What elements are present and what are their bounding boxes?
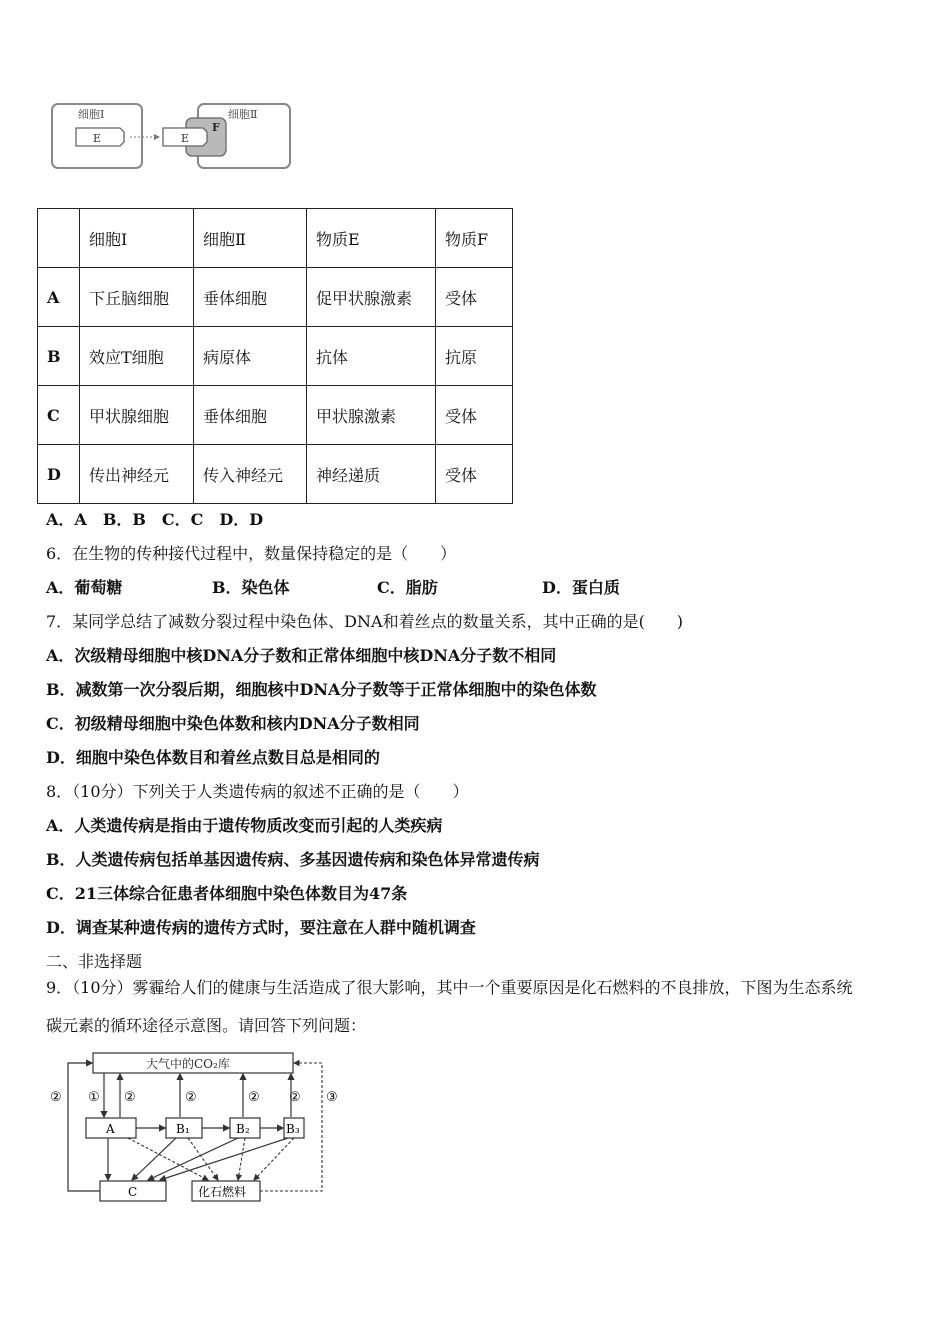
table-row [38, 386, 513, 445]
q7-option-b: B．减数第一次分裂后期，细胞核中DNA分子数等于正常体细胞中的染色体数 [46, 680, 597, 699]
table-cell: 下丘脑细胞 [80, 268, 194, 327]
table-cell: A [38, 268, 80, 327]
table-row [38, 327, 513, 386]
table-cell: 受体 [436, 268, 513, 327]
q8-option-d: D．调查某种遗传病的遗传方式时，要注意在人群中随机调查 [46, 918, 476, 937]
node-b3-label: B₃ [286, 1122, 300, 1136]
arrow-b3-to-fossil [254, 1138, 294, 1180]
mark-2-b2: ② [248, 1090, 260, 1105]
mark-3: ③ [326, 1090, 338, 1105]
table-cell: 垂体细胞 [194, 386, 307, 445]
mark-2-a: ② [124, 1090, 136, 1105]
mark-2-b3: ② [289, 1090, 301, 1105]
q9-line-1: 9．（10分）雾霾给人们的健康与生活造成了很大影响，其中一个重要原因是化石燃料的不良排放，下图为生态系统 [46, 978, 853, 997]
table-cell [38, 209, 80, 268]
table-cell: 受体 [436, 386, 513, 445]
table-cell: 神经递质 [307, 445, 436, 504]
q5-options: A．A B．B C．C D．D [46, 510, 264, 529]
table-cell: 病原体 [194, 327, 307, 386]
substance-e-label-1: E [93, 132, 102, 145]
table-cell: 抗体 [307, 327, 436, 386]
cell-signal-diagram [48, 100, 294, 172]
cell-1-label: 细胞Ⅰ [78, 108, 105, 121]
node-b1-label: B₁ [176, 1122, 190, 1136]
cell-2-label: 细胞Ⅱ [228, 108, 258, 121]
q8-option-a: A．人类遗传病是指由于遗传物质改变而引起的人类疾病 [46, 816, 443, 835]
section-2-title: 二、非选择题 [46, 952, 143, 971]
mark-1: ① [88, 1090, 100, 1105]
table-cell: D [38, 445, 80, 504]
carbon-cycle-diagram [48, 1048, 348, 1208]
arrow-a-to-fossil [128, 1138, 208, 1180]
q8-option-b: B．人类遗传病包括单基因遗传病、多基因遗传病和染色体异常遗传病 [46, 850, 540, 869]
table-row [38, 445, 513, 504]
q7-option-d: D．细胞中染色体数目和着丝点数目总是相同的 [46, 748, 380, 767]
substance-f-label: F [212, 121, 220, 134]
node-c-label: C [128, 1185, 138, 1199]
q6-option-a: A．葡萄糖 [46, 578, 123, 597]
table-header-cell: 物质F [436, 209, 513, 268]
table-cell: 甲状腺激素 [307, 386, 436, 445]
node-a-label: A [106, 1122, 115, 1136]
table-header-row [38, 209, 513, 268]
table-cell: 传出神经元 [80, 445, 194, 504]
atmosphere-label: 大气中的CO₂库 [146, 1057, 230, 1071]
node-b2-label: B₂ [236, 1122, 250, 1136]
table-cell: 效应T细胞 [80, 327, 194, 386]
table-header-cell: 细胞Ⅰ [80, 209, 194, 268]
mark-2-b1: ② [185, 1090, 197, 1105]
table-cell: 垂体细胞 [194, 268, 307, 327]
table-header-cell: 物质E [307, 209, 436, 268]
table-cell: 传入神经元 [194, 445, 307, 504]
q6-option-b: B．染色体 [212, 578, 290, 597]
options-table [37, 208, 513, 504]
q8-stem: 8．（10分）下列关于人类遗传病的叙述不正确的是（ ） [46, 782, 469, 801]
table-row [38, 268, 513, 327]
table-cell: 受体 [436, 445, 513, 504]
table-cell: 甲状腺细胞 [80, 386, 194, 445]
q6-option-d: D．蛋白质 [542, 578, 620, 597]
table-cell: C [38, 386, 80, 445]
q7-option-c: C．初级精母细胞中染色体数和核内DNA分子数相同 [46, 714, 420, 733]
table-header-cell: 细胞Ⅱ [194, 209, 307, 268]
arrow-b2-to-fossil [238, 1138, 245, 1180]
q6-option-c: C．脂肪 [377, 578, 438, 597]
transport-arrow-head [154, 134, 160, 140]
q7-stem: 7．某同学总结了减数分裂过程中染色体、DNA和着丝点的数量关系，其中正确的是( ) [46, 612, 684, 631]
fossil-fuel-label: 化石燃料 [198, 1185, 247, 1199]
substance-e-label-2: E [181, 132, 190, 145]
mark-2-c: ② [50, 1090, 62, 1105]
q6-stem: 6．在生物的传种接代过程中，数量保持稳定的是（ ） [46, 544, 457, 563]
table-cell: 促甲状腺激素 [307, 268, 436, 327]
arrow-b1-to-c [132, 1138, 176, 1180]
q7-option-a: A．次级精母细胞中核DNA分子数和正常体细胞中核DNA分子数不相同 [46, 646, 557, 665]
q8-option-c: C．21三体综合征患者体细胞中染色体数目为47条 [46, 884, 408, 903]
table-cell: 抗原 [436, 327, 513, 386]
table-cell: B [38, 327, 80, 386]
q9-line-2: 碳元素的循环途径示意图。请回答下列问题： [46, 1016, 367, 1035]
